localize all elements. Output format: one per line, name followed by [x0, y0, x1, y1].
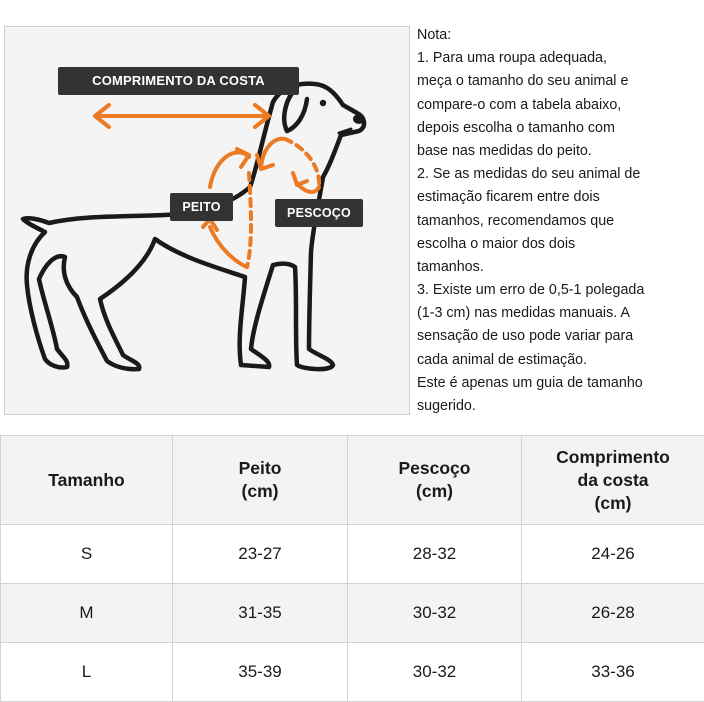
column-header-text: (cm): [522, 492, 704, 515]
column-header: [522, 436, 704, 525]
column-header-text: da costa: [522, 469, 704, 492]
column-header-text: (cm): [348, 480, 521, 503]
back-length-arrow: [95, 105, 269, 127]
table-cell: L: [1, 643, 173, 702]
note-line: Este é apenas um guia de tamanho: [417, 372, 702, 395]
table-cell: 23-27: [173, 525, 348, 584]
note-line: 2. Se as medidas do seu animal de: [417, 163, 702, 186]
column-header-text: (cm): [173, 480, 347, 503]
neck-label: PESCOÇO: [275, 199, 363, 227]
note-line: Nota:: [417, 24, 702, 47]
note-line: tamanhos, recomendamos que: [417, 210, 702, 233]
dog-measurement-diagram: [4, 26, 410, 415]
table-cell: 24-26: [522, 525, 704, 584]
note-line: depois escolha o tamanho com: [417, 117, 702, 140]
table-row: [1, 525, 704, 584]
size-chart-table: [0, 435, 704, 702]
table-cell: 35-39: [173, 643, 348, 702]
note-line: 3. Existe um erro de 0,5-1 polegada: [417, 279, 702, 302]
column-header-text: Pescoço: [348, 457, 521, 480]
note-line: compare-o com a tabela abaixo,: [417, 94, 702, 117]
note-line: (1-3 cm) nas medidas manuais. A: [417, 302, 702, 325]
column-header: [173, 436, 348, 525]
note-line: escolha o maior dos dois: [417, 233, 702, 256]
note-line: estimação ficarem entre dois: [417, 186, 702, 209]
note-line: cada animal de estimação.: [417, 349, 702, 372]
sizing-note: [417, 24, 702, 418]
note-line: tamanhos.: [417, 256, 702, 279]
table-cell: 31-35: [173, 584, 348, 643]
chest-label: PEITO: [170, 193, 233, 221]
table-cell: 30-32: [348, 643, 522, 702]
table-row: [1, 584, 704, 643]
note-line: sugerido.: [417, 395, 702, 418]
table-cell: 28-32: [348, 525, 522, 584]
table-cell: 33-36: [522, 643, 704, 702]
dog-eye: [320, 100, 326, 106]
table-row: [1, 643, 704, 702]
column-header-text: Peito: [173, 457, 347, 480]
table-cell: M: [1, 584, 173, 643]
neck-measurement-loop: [257, 139, 319, 192]
note-line: meça o tamanho do seu animal e: [417, 70, 702, 93]
note-line: sensação de uso pode variar para: [417, 325, 702, 348]
dog-nose: [353, 114, 365, 124]
table-cell: 30-32: [348, 584, 522, 643]
back-length-label: COMPRIMENTO DA COSTA: [58, 67, 299, 95]
table-cell: 26-28: [522, 584, 704, 643]
table-cell: S: [1, 525, 173, 584]
note-line: 1. Para uma roupa adequada,: [417, 47, 702, 70]
column-header: [1, 436, 173, 525]
column-header: [348, 436, 522, 525]
column-header-text: Tamanho: [1, 469, 172, 492]
table-header-row: [1, 436, 704, 525]
column-header-text: Comprimento: [522, 446, 704, 469]
note-line: base nas medidas do peito.: [417, 140, 702, 163]
